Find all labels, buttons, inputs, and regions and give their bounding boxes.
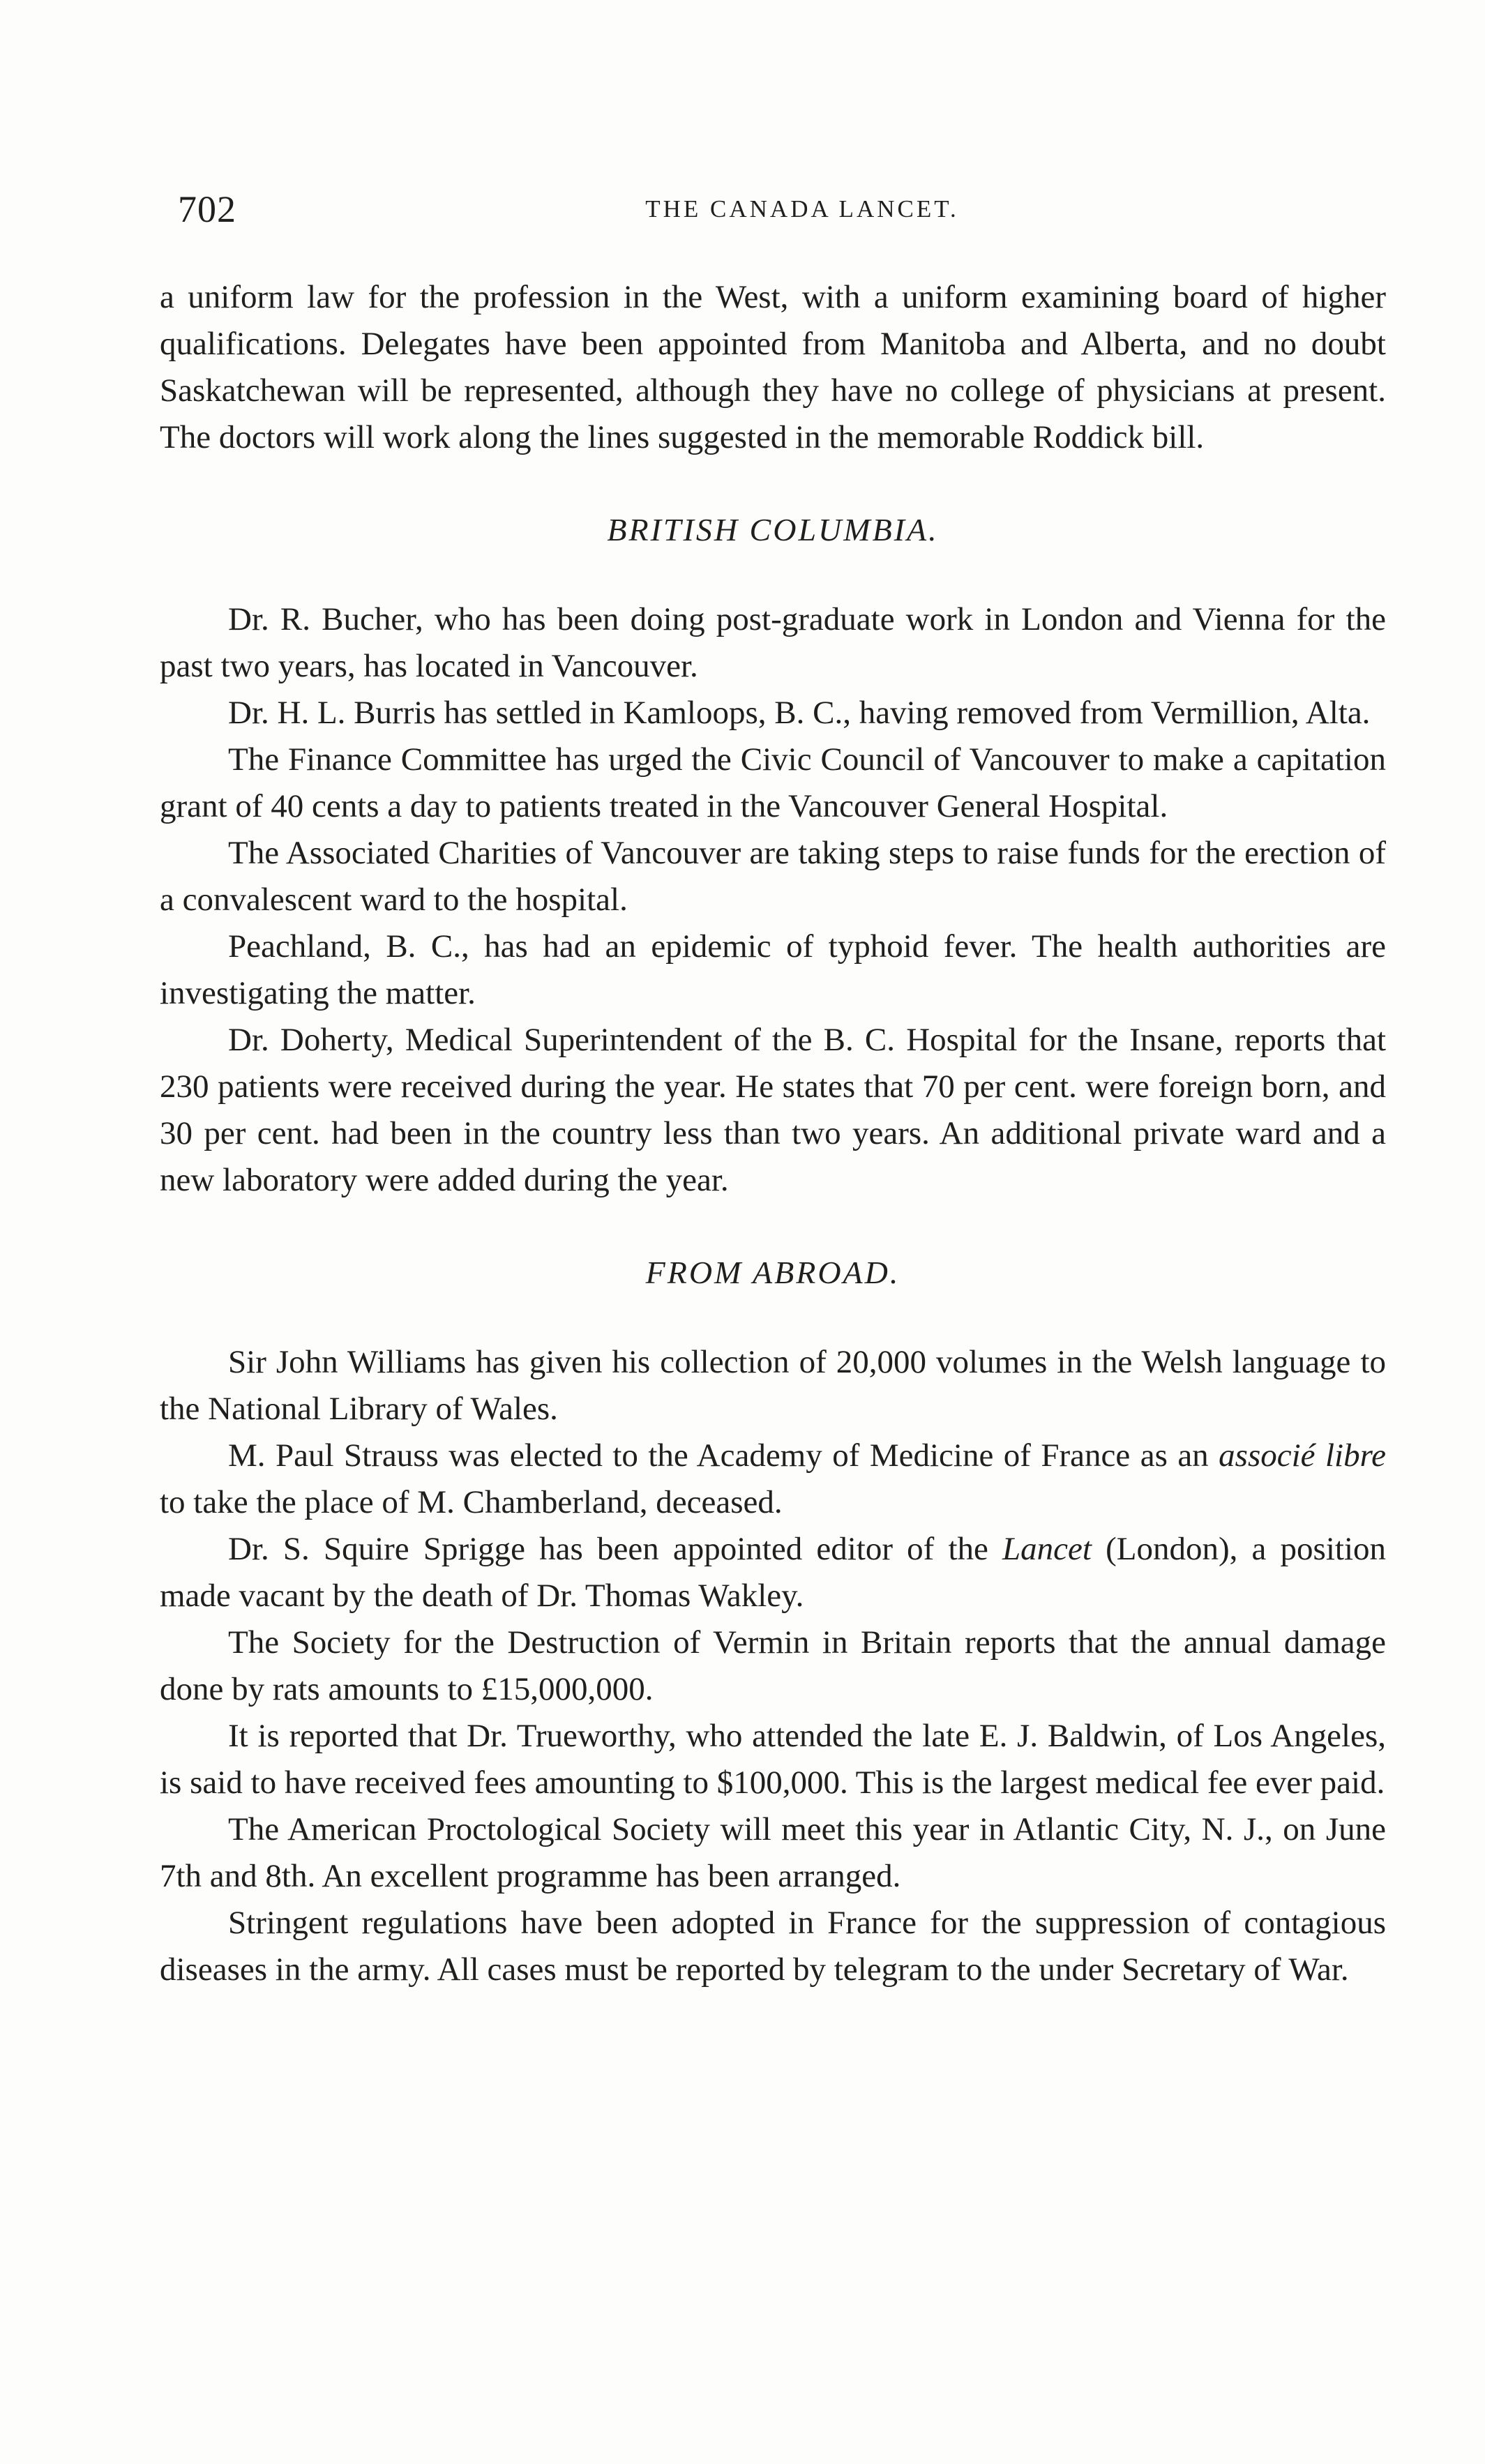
page-number: 702 <box>178 188 236 230</box>
paragraph-france-regulations: Stringent regulations have been adopted in France for the suppression of contagious diseases in the army. All cases must be reported by telegram to the under Secretary of War. <box>160 1905 1386 1988</box>
paragraph-strauss-after: to take the place of M. Chamberland, deceased. <box>160 1484 783 1520</box>
paragraph-sprigge-before: Dr. S. Squire Sprigge has been appointed editor of the <box>228 1531 1003 1567</box>
lancet-title: Lancet <box>1002 1531 1092 1567</box>
paragraph-associated-charities: The Associated Charities of Vancouver are taking steps to raise funds for the erection of a convalescent ward to the hospital. <box>160 835 1386 918</box>
paragraph-sprigge-after: (London), a position made vacant by the death of Dr. Thomas Wakley. <box>160 1531 1387 1614</box>
paragraph-williams: Sir John Williams has given his collection of 20,000 volumes in the Welsh language to the National Library of Wales. <box>160 1344 1386 1427</box>
section-heading-british-columbia: BRITISH COLUMBIA. <box>607 512 939 547</box>
paragraph-vermin-society: The Society for the Destruction of Vermin in Britain reports that the annual damage done by rats amounts to £15,000,000. <box>160 1624 1386 1707</box>
paragraph-proctological-society: The American Proctological Society will meet this year in Atlantic City, N. J., on June 7th and 8th. An excellent programme has been arranged. <box>160 1811 1386 1894</box>
article-body <box>160 274 1386 1993</box>
paragraph-bucher: Dr. R. Bucher, who has been doing post-graduate work in London and Vienna for the past two years, has located in Vancouver. <box>160 601 1386 684</box>
running-title: THE CANADA LANCET. <box>645 195 959 222</box>
paragraph-strauss-before: M. Paul Strauss was elected to the Academy of Medicine of France as an <box>228 1437 1219 1474</box>
paragraph-peachland: Peachland, B. C., has had an epidemic of typhoid fever. The health authorities are investigating the matter. <box>160 928 1386 1011</box>
paragraph-doherty: Dr. Doherty, Medical Superintendent of the B. C. Hospital for the Insane, reports that 230 patients were received during the year. He states that 70 per cent. were foreign born, and 30 per cent. had been in the country less than two years. An additional private ward and a new laboratory were added during the year. <box>160 1022 1386 1198</box>
section-heading-from-abroad: FROM ABROAD. <box>645 1255 900 1290</box>
paragraph-finance-committee: The Finance Committee has urged the Civic Council of Vancouver to make a capitation grant of 40 cents a day to patients treated in the Vancouver General Hospital. <box>160 741 1386 824</box>
paragraph-burris: Dr. H. L. Burris has settled in Kamloops, B. C., having removed from Vermillion, Alta. <box>228 695 1371 731</box>
paragraph-trueworthy: It is reported that Dr. Trueworthy, who attended the late E. J. Baldwin, of Los Angeles, is said to have received fees amounting to $100,000. This is the largest medical fee ever paid. <box>160 1718 1386 1801</box>
paragraph-sprigge <box>160 1526 1386 1619</box>
intro-paragraph: a uniform law for the profession in the West, with a uniform examining board of higher qualifications. Delegates have been appointed from Manitoba and Alberta, and no doubt Saskatchewan will be represented, although they have no college of physicians at present. The doctors will work along the lines suggested in the memorable Roddick bill. <box>160 279 1386 455</box>
paragraph-strauss <box>160 1433 1386 1526</box>
page-header <box>157 188 1385 237</box>
associe-libre-text: associé libre <box>1219 1437 1387 1474</box>
